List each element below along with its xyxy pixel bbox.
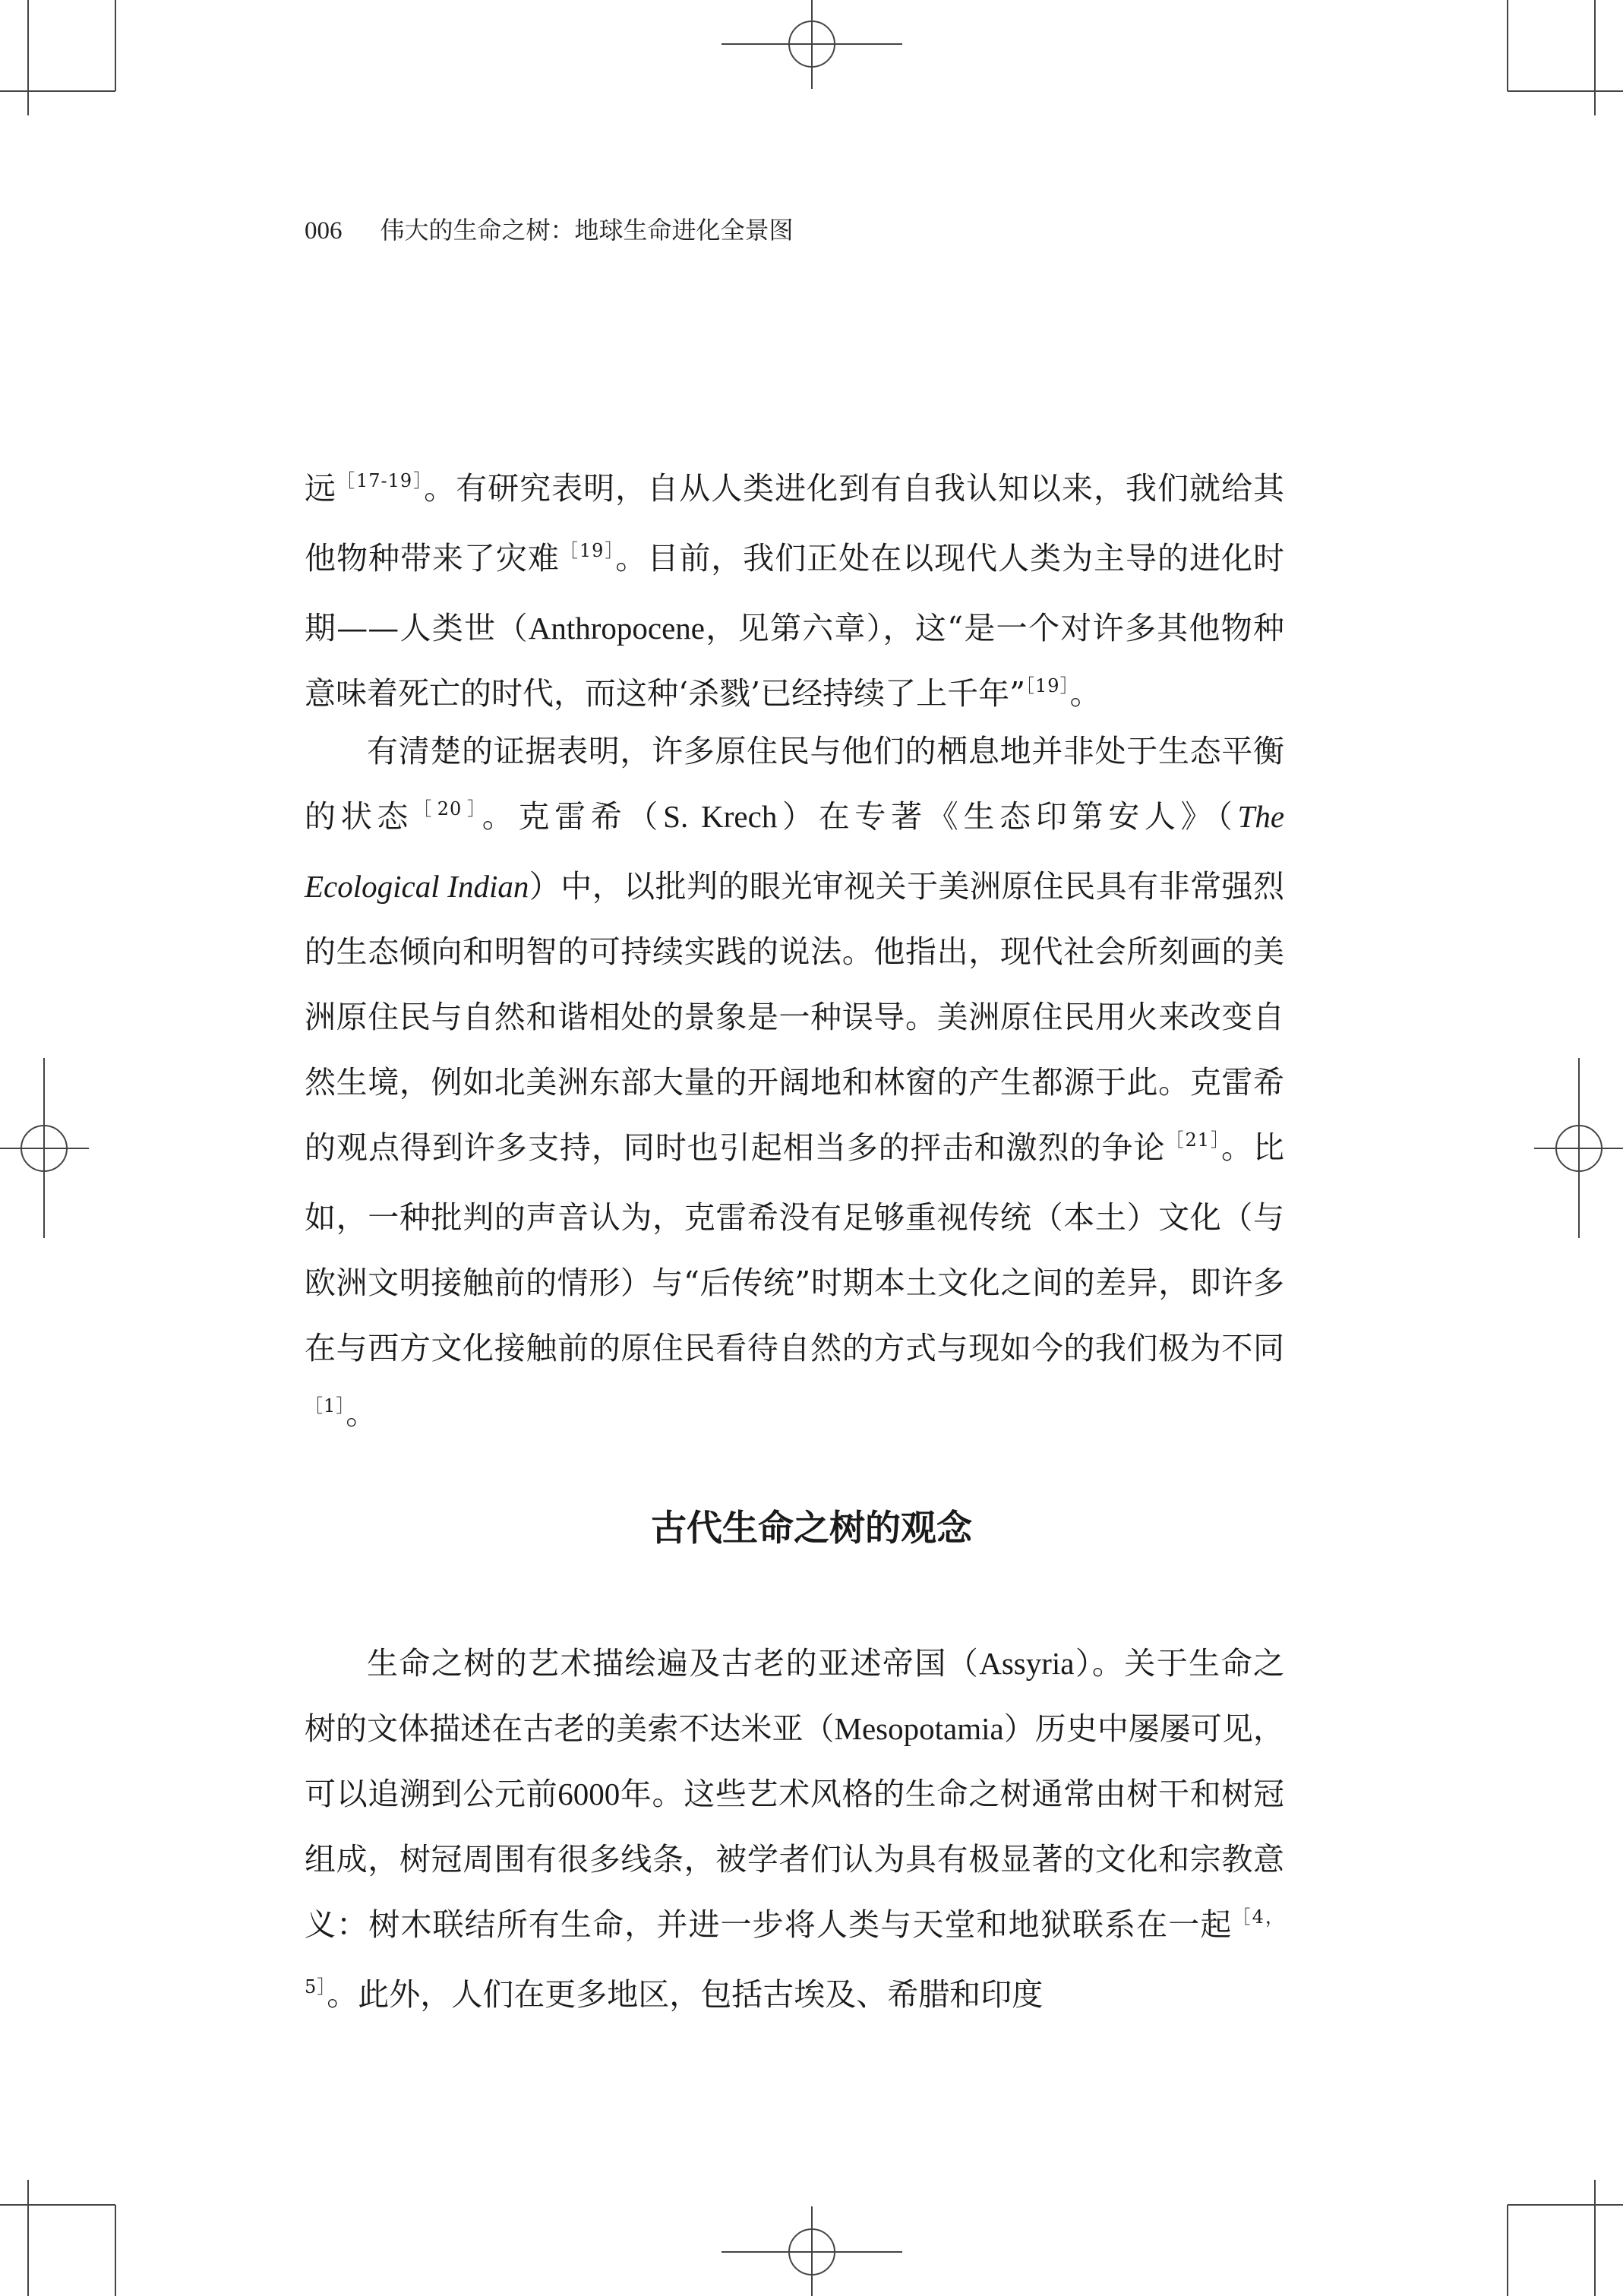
citation-ref: ［4，5］ <box>305 1906 1284 1998</box>
text-run: 年。这些艺术风格的生命之树通常由树干和树冠组成，树冠周围有很多线条，被学者们认为具有极显著的文化和宗教意义：树木联结所有生命，并进一步将人类与天堂和地狱联系在一起 <box>305 1776 1285 1943</box>
text-run: 。 <box>1069 675 1101 712</box>
text-run: ，见第六章），这“是一个对许多其他物种意味着死亡的时代，而这种‘杀戮’已经持续了上千年” <box>305 610 1284 712</box>
paragraph-1 <box>305 456 1284 731</box>
citation-ref: ［1］ <box>305 1395 346 1416</box>
page-number: 006 <box>305 217 343 245</box>
text-run: ）在专著《生态印第安人》（ <box>777 798 1238 835</box>
citation-ref: ［19］ <box>1025 675 1070 696</box>
text-run: 。比如，一种批判的声音认为，克雷希没有足够重视传统（本土）文化（与欧洲文明接触前的情形）与“后传统”时期本土文化之间的差异，即许多在与西方文化接触前的原住民看待自然的方式与现如今的我们极为不同 <box>305 1129 1285 1366</box>
text-run: 。目前，我们正处在以现代人类为主导的进化时期——人类世（ <box>305 540 1285 646</box>
section-heading: 古代生命之树的观念 <box>651 1508 972 1549</box>
text-run: 。有研究表明，自从人类进化到有自我认知以来，我们就给其他物种带来了灾难 <box>305 470 1285 576</box>
book-title: 伟大的生命之树：地球生命进化全景图 <box>380 216 794 245</box>
text-run: 。此外，人们在更多地区，包括古埃及、希腊和印度 <box>327 1976 1044 2013</box>
running-header <box>305 211 794 246</box>
citation-ref: ［19］ <box>559 540 616 561</box>
paragraph-3 <box>305 1631 1284 2032</box>
book-title-english: The Ecological Indian <box>305 799 1285 904</box>
text-run: 远 <box>305 470 336 507</box>
latin-term: Mesopotamia <box>834 1711 1004 1746</box>
text-run: 。 <box>346 1395 377 1432</box>
citation-ref: ［21］ <box>1165 1129 1222 1151</box>
author-name: S. Krech <box>663 799 778 834</box>
citation-ref: ［17-19］ <box>336 470 425 491</box>
text-run: ）中，以批判的眼光审视关于美洲原住民具有非常强烈的生态倾向和明智的可持续实践的说法。他指出，现代社会所刻画的美洲原住民与自然和谐相处的景象是一种误导。美洲原住民用火来改变自然生境，例如北美洲东部大量的开阔地和林窗的产生都源于此。克雷希的观点得到许多支持，同时也引起相当多的抨击和激烈的争论 <box>305 868 1284 1166</box>
text-run: 。克雷希（ <box>482 798 664 835</box>
paragraph-2 <box>305 718 1284 1451</box>
text-run: 有清楚的证据表明，许多原住民与他们的栖息地并非处于生态平衡的状态 <box>305 733 1284 835</box>
text-run: ）历史中屡屡可见，可以追溯到公元前 <box>305 1710 1284 1812</box>
text-run: 生命之树的艺术描绘遍及古老的亚述帝国（ <box>367 1645 980 1682</box>
citation-ref: ［20］ <box>413 798 482 820</box>
text-run: ）。关于生命之树的文体描述在古老的美索不达米亚（ <box>305 1645 1285 1747</box>
latin-term: Assyria <box>979 1646 1075 1681</box>
year-number: 6000 <box>557 1776 620 1811</box>
latin-term: Anthropocene <box>528 611 705 646</box>
